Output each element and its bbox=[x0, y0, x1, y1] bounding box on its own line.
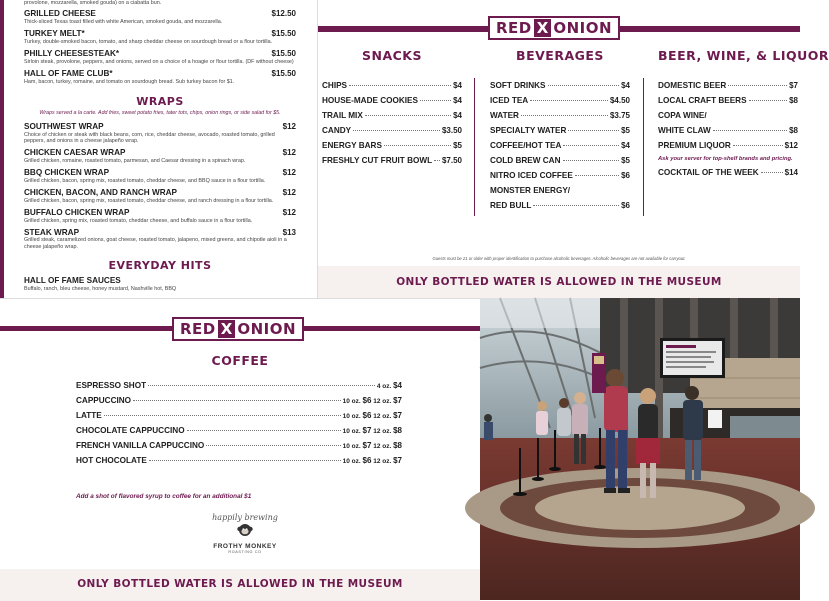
leader-dots bbox=[728, 85, 787, 86]
snacks-column bbox=[322, 48, 462, 171]
menu-page-sandwiches-wraps bbox=[0, 0, 318, 298]
item-price: $13 bbox=[282, 227, 296, 237]
leader-dots bbox=[548, 85, 620, 86]
menu-item-header bbox=[24, 168, 296, 177]
menu-item-header bbox=[24, 9, 296, 18]
partial-description: provolone, mozzarella, smoked gouda) on a ciabatta bun. bbox=[24, 0, 162, 6]
wraps-title: WRAPS bbox=[136, 95, 184, 109]
alcohol-fine-print: Guests must be 21 or older with proper identification to purchase alcoholic beverages. Alcoholic beverages are not available for carryout. bbox=[432, 256, 686, 261]
item-name: ESPRESSO SHOT bbox=[76, 381, 147, 390]
leader-dots bbox=[563, 145, 619, 146]
leader-dots bbox=[521, 115, 608, 116]
menu-item bbox=[490, 186, 630, 195]
menu-item bbox=[490, 96, 630, 105]
leader-dots bbox=[384, 145, 451, 146]
coffee-item bbox=[76, 441, 402, 450]
item-name: FRENCH VANILLA CAPPUCCINO bbox=[76, 441, 205, 450]
size-2: 12 oz. bbox=[373, 458, 392, 465]
menu-item bbox=[658, 111, 798, 120]
left-accent-stripe bbox=[0, 0, 4, 298]
concession-stand-photo bbox=[480, 298, 800, 600]
item-name: PHILLY CHEESESTEAK* bbox=[24, 49, 120, 59]
item-price: $12 bbox=[784, 141, 798, 150]
item-price: $5 bbox=[621, 156, 630, 165]
menu-item-header bbox=[24, 122, 296, 131]
column-divider bbox=[474, 78, 475, 216]
menu-item bbox=[490, 81, 630, 90]
price-1: $7 bbox=[362, 441, 372, 450]
wrap-list bbox=[24, 122, 296, 250]
item-price: $7.50 bbox=[441, 156, 462, 165]
item-name: HOUSE-MADE COOKIES bbox=[322, 96, 418, 105]
item-name: SOUTHWEST WRAP bbox=[24, 122, 104, 132]
menu-item bbox=[658, 81, 798, 90]
everyday-list bbox=[24, 276, 296, 292]
leader-dots bbox=[434, 160, 440, 161]
leader-dots bbox=[575, 175, 619, 176]
beverages-title: BEVERAGES bbox=[516, 48, 604, 63]
item-name: HALL OF FAME SAUCES bbox=[24, 276, 121, 286]
price-1: $7 bbox=[362, 426, 372, 435]
menu-item-header bbox=[24, 69, 296, 78]
item-description: Grilled chicken, bacon, spring mix, roasted tomato, cheddar cheese, and BBQ sauce in a flour tortilla. bbox=[24, 177, 266, 184]
item-description: Grilled chicken, spring mix, roasted tomato, cheddar cheese, and buffalo sauce in a flour tortilla. bbox=[24, 217, 253, 224]
menu-item bbox=[24, 168, 296, 184]
item-name: CAPPUCCINO bbox=[76, 396, 132, 405]
menu-item bbox=[24, 208, 296, 224]
menu-item-header bbox=[24, 228, 296, 237]
item-name: GRILLED CHEESE bbox=[24, 9, 96, 19]
size-1: 4 oz. bbox=[376, 383, 392, 390]
item-price: $12 bbox=[282, 168, 296, 178]
item-name: LOCAL CRAFT BEERS bbox=[658, 96, 747, 105]
item-price: $4 bbox=[453, 111, 462, 120]
item-price: $12 bbox=[282, 188, 296, 198]
leader-dots bbox=[365, 115, 451, 116]
item-name: MONSTER ENERGY/ bbox=[490, 186, 571, 195]
item-name: LATTE bbox=[76, 411, 102, 420]
price-1: $6 bbox=[362, 411, 372, 420]
item-description: Grilled chicken, bacon, spring mix, roasted tomato, cheddar cheese, and ranch dressing in a flour tortilla. bbox=[24, 197, 274, 204]
frothy-monkey-logo: happily brewing FROTHY MONKEY ROASTING CO bbox=[212, 513, 278, 554]
item-name: RED BULL bbox=[490, 201, 532, 210]
price-2: $7 bbox=[393, 456, 402, 465]
red-onion-logo: RED X ONION bbox=[172, 317, 304, 341]
leader-dots bbox=[353, 130, 440, 131]
item-price: $15.50 bbox=[271, 49, 296, 59]
size-2: 12 oz. bbox=[373, 413, 392, 420]
menu-item bbox=[490, 126, 630, 135]
price-2: $8 bbox=[393, 441, 402, 450]
leader-dots bbox=[749, 100, 788, 101]
beer-wine-liquor-column bbox=[658, 48, 829, 183]
price-1: $4 bbox=[393, 381, 402, 390]
item-price: $6 bbox=[621, 201, 630, 210]
bottled-water-footer: ONLY BOTTLED WATER IS ALLOWED IN THE MUSEUM bbox=[318, 266, 800, 298]
menu-item bbox=[24, 29, 296, 45]
item-name: COFFEE/HOT TEA bbox=[490, 141, 562, 150]
column-divider bbox=[643, 78, 644, 216]
leader-dots bbox=[530, 100, 608, 101]
item-price: $6 bbox=[621, 171, 630, 180]
item-price: $8 bbox=[789, 126, 798, 135]
item-name: NITRO ICED COFFEE bbox=[490, 171, 573, 180]
size-2: 12 oz. bbox=[373, 443, 392, 450]
menu-item-header bbox=[24, 148, 296, 157]
menu-item bbox=[658, 96, 798, 105]
menu-item bbox=[24, 276, 296, 292]
photo-illustration bbox=[480, 298, 800, 600]
menu-item: COCKTAIL OF THE WEEK $14 bbox=[658, 168, 798, 177]
item-price: $4.50 bbox=[609, 96, 630, 105]
leader-dots bbox=[568, 130, 619, 131]
size-1: 10 oz. bbox=[342, 398, 361, 405]
item-name: PREMIUM LIQUOR bbox=[658, 141, 731, 150]
item-price: $15.50 bbox=[271, 29, 296, 39]
item-price: $4 bbox=[453, 81, 462, 90]
menu-item bbox=[322, 111, 462, 120]
item-name: TRAIL MIX bbox=[322, 111, 363, 120]
menu-item bbox=[490, 141, 630, 150]
leader-dots bbox=[713, 130, 787, 131]
item-name: FRESHLY CUT FRUIT BOWL bbox=[322, 156, 433, 165]
price-2: $7 bbox=[393, 411, 402, 420]
size-2: 12 oz. bbox=[373, 398, 392, 405]
menu-item bbox=[24, 69, 296, 85]
item-description: Grilled steak, caramelized onions, goat cheese, roasted tomato, jalapeno, mixed greens, and chipotle aioli in a cheese jalapeño wrap. bbox=[24, 237, 287, 250]
menu-item bbox=[24, 9, 296, 25]
item-name: TURKEY MELT* bbox=[24, 29, 85, 39]
menu-item bbox=[24, 228, 296, 250]
item-name: WHITE CLAW bbox=[658, 126, 711, 135]
item-name: SOFT DRINKS bbox=[490, 81, 546, 90]
item-name: CANDY bbox=[322, 126, 352, 135]
item-name: ICED TEA bbox=[490, 96, 529, 105]
coffee-list bbox=[76, 381, 402, 471]
item-price: $4 bbox=[621, 141, 630, 150]
size-pricing bbox=[343, 426, 402, 435]
menu-item bbox=[24, 148, 296, 164]
leader-dots bbox=[148, 385, 375, 386]
item-description: Thick-sliced Texas toast filled with white American, smoked gouda, and mozzarella. bbox=[24, 18, 223, 25]
item-name: HALL OF FAME CLUB* bbox=[24, 69, 113, 79]
menu-item-header bbox=[24, 208, 296, 217]
syrup-note: Add a shot of flavored syrup to coffee for an additional $1 bbox=[76, 493, 252, 500]
menu-item-header bbox=[24, 29, 296, 38]
item-name: CHOCOLATE CAPPUCCINO bbox=[76, 426, 185, 435]
coffee-item bbox=[76, 396, 402, 405]
item-name: DOMESTIC BEER bbox=[658, 81, 727, 90]
item-price: $12 bbox=[282, 208, 296, 218]
item-price: $7 bbox=[789, 81, 798, 90]
item-name: WATER bbox=[490, 111, 519, 120]
size-pricing bbox=[343, 441, 402, 450]
menu-page-coffee bbox=[0, 298, 480, 600]
leader-dots bbox=[563, 160, 620, 161]
menu-item bbox=[490, 156, 630, 165]
item-name: SPECIALTY WATER bbox=[490, 126, 567, 135]
price-2: $8 bbox=[393, 426, 402, 435]
coffee-item bbox=[76, 426, 402, 435]
menu-item-header bbox=[24, 188, 296, 197]
item-name: HOT CHOCOLATE bbox=[76, 456, 147, 465]
menu-item bbox=[322, 126, 462, 135]
item-price: $5 bbox=[453, 141, 462, 150]
menu-item bbox=[322, 141, 462, 150]
coffee-title: COFFEE bbox=[211, 353, 269, 368]
item-name: STEAK WRAP bbox=[24, 227, 80, 237]
item-name: CHICKEN, BACON, AND RANCH WRAP bbox=[24, 188, 177, 198]
item-name: ENERGY BARS bbox=[322, 141, 382, 150]
size-pricing bbox=[343, 396, 402, 405]
size-1: 10 oz. bbox=[342, 428, 361, 435]
menu-item bbox=[658, 141, 798, 150]
item-price: $3.50 bbox=[441, 126, 462, 135]
leader-dots bbox=[206, 445, 340, 446]
menu-item bbox=[24, 49, 296, 65]
leader-dots bbox=[187, 430, 341, 431]
menu-item bbox=[24, 122, 296, 144]
sandwich-list bbox=[24, 9, 296, 85]
menu-item bbox=[658, 126, 798, 135]
beer-wine-liquor-title: BEER, WINE, & LIQUOR bbox=[658, 48, 829, 63]
snacks-title: SNACKS bbox=[361, 48, 422, 63]
leader-dots bbox=[349, 85, 451, 86]
item-price: $8 bbox=[789, 96, 798, 105]
menu-item bbox=[322, 81, 462, 90]
monkey-icon bbox=[236, 522, 254, 538]
price-1: $6 bbox=[362, 396, 372, 405]
bottled-water-footer: ONLY BOTTLED WATER IS ALLOWED IN THE MUSEUM bbox=[0, 569, 480, 601]
leader-dots bbox=[133, 400, 341, 401]
menu-item bbox=[490, 111, 630, 120]
item-description: Buffalo, ranch, bleu cheese, honey mustard, Nashville hot, BBQ bbox=[24, 285, 177, 292]
leader-dots bbox=[420, 100, 451, 101]
size-1: 10 oz. bbox=[342, 443, 361, 450]
menu-item bbox=[490, 201, 630, 210]
everyday-hits-title: EVERYDAY HITS bbox=[108, 259, 212, 273]
item-description: Choice of chicken or steak with black beans, corn, rice, cheddar cheese, avocado, roasted tomato, grilled peppers, and onions in a cheese jalapeño wrap. bbox=[24, 131, 275, 144]
size-pricing bbox=[343, 411, 402, 420]
menu-page-snacks-beverages bbox=[318, 0, 829, 298]
price-1: $6 bbox=[362, 456, 372, 465]
red-onion-logo: RED X ONION bbox=[488, 16, 620, 40]
item-price: $12.50 bbox=[271, 9, 296, 19]
item-price: $12 bbox=[282, 122, 296, 132]
item-price: $4 bbox=[621, 81, 630, 90]
item-price: $12 bbox=[282, 148, 296, 158]
item-price: $3.75 bbox=[609, 111, 630, 120]
item-name: COLD BREW CAN bbox=[490, 156, 561, 165]
item-description: Sirloin steak, provolone, peppers, and onions, served on a choice of a hoagie or flour tortilla. (DF without cheese) bbox=[24, 58, 294, 65]
beverages-column bbox=[490, 48, 630, 216]
menu-item bbox=[490, 171, 630, 180]
leader-dots bbox=[733, 145, 783, 146]
item-name: CHICKEN CAESAR WRAP bbox=[24, 148, 126, 158]
coffee-item bbox=[76, 381, 402, 390]
menu-item bbox=[322, 156, 462, 165]
item-price: $5 bbox=[621, 126, 630, 135]
menu-item-header bbox=[24, 276, 296, 285]
size-pricing bbox=[377, 381, 402, 390]
item-description: Turkey, double-smoked bacon, tomato, and sharp cheddar cheese on sourdough bread or a flour tortilla. bbox=[24, 38, 273, 45]
item-name: CHIPS bbox=[322, 81, 348, 90]
leader-dots bbox=[149, 460, 341, 461]
menu-item-header bbox=[24, 49, 296, 58]
menu-item bbox=[24, 188, 296, 204]
item-name: BUFFALO CHICKEN WRAP bbox=[24, 208, 130, 218]
item-name: COPA WINE/ bbox=[658, 111, 707, 120]
leader-dots bbox=[533, 205, 619, 206]
coffee-item bbox=[76, 456, 402, 465]
item-price: $15.50 bbox=[271, 69, 296, 79]
size-1: 10 oz. bbox=[342, 413, 361, 420]
item-description: Grilled chicken, romaine, roasted tomato, parmesan, and Caesar dressing in a spinach wrap. bbox=[24, 157, 246, 164]
size-1: 10 oz. bbox=[342, 458, 361, 465]
price-2: $7 bbox=[393, 396, 402, 405]
item-price: $4 bbox=[453, 96, 462, 105]
menu-item bbox=[322, 96, 462, 105]
coffee-item bbox=[76, 411, 402, 420]
leader-dots bbox=[104, 415, 341, 416]
size-pricing bbox=[343, 456, 402, 465]
top-shelf-note: Ask your server for top-shelf brands and pricing. bbox=[658, 156, 793, 162]
wraps-note: Wraps served a la carte. Add fries, sweet potato fries, tater tots, chips, onion rings, or side salad for $5. bbox=[39, 110, 281, 117]
item-description: Ham, bacon, turkey, romaine, and tomato on sourdough bread. Sub turkey bacon for $1. bbox=[24, 78, 235, 85]
item-name: BBQ CHICKEN WRAP bbox=[24, 168, 110, 178]
size-2: 12 oz. bbox=[373, 428, 392, 435]
